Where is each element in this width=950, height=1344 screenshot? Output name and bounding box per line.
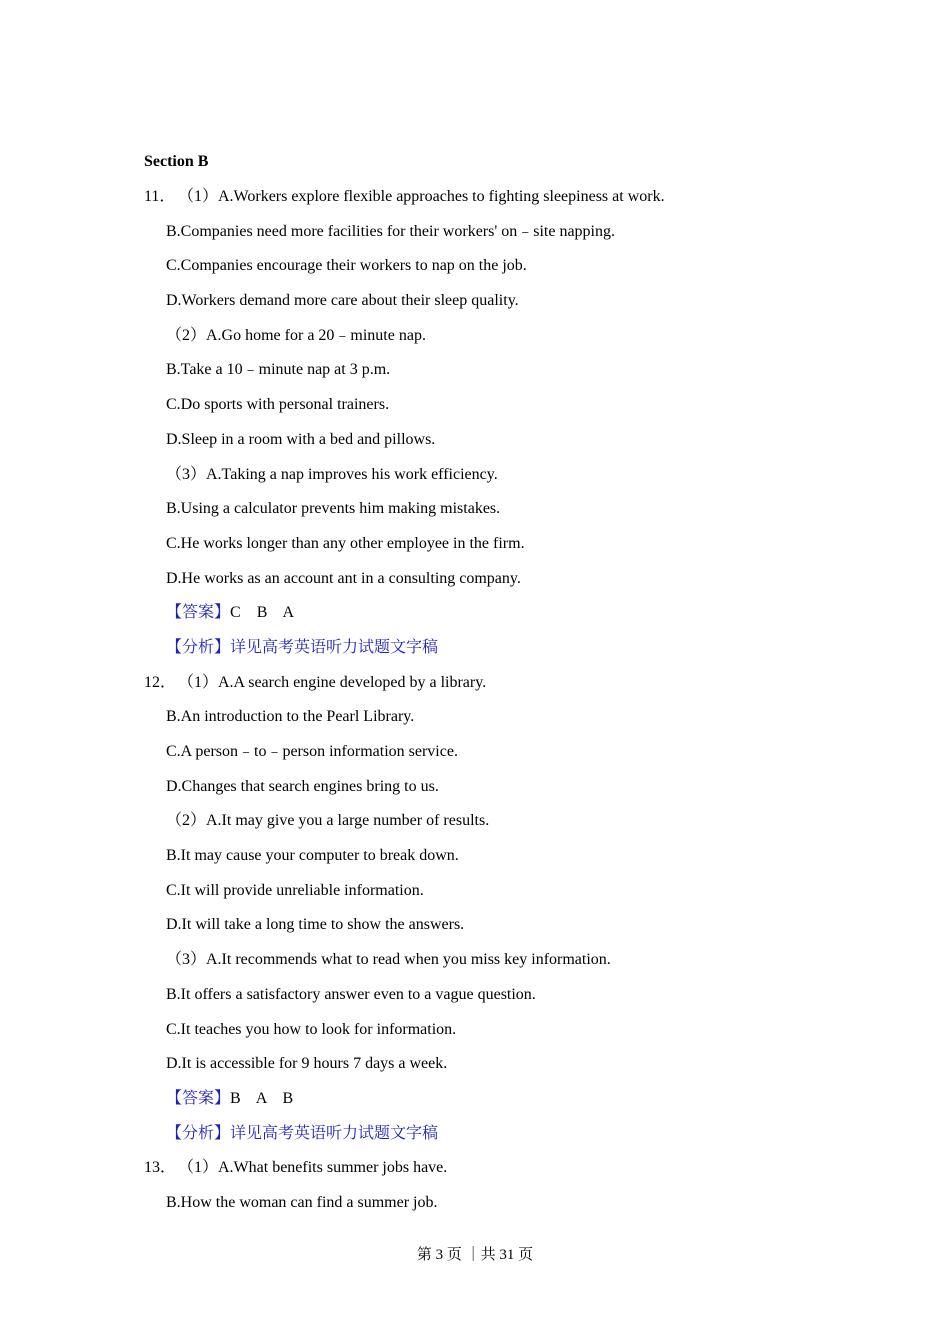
q12-number: 12．	[144, 673, 177, 691]
answer-value: B A B	[230, 1089, 294, 1107]
q11-part3-option-a: （3）A.Taking a nap improves his work efficiency.	[166, 465, 498, 483]
question-list	[0, 186, 950, 1227]
q12-part1-option-d: D.Changes that search engines bring to us.	[166, 777, 439, 795]
q12-part2-option-a: （2）A.It may give you a large number of results.	[166, 812, 490, 830]
page-footer: 第 3 页 ｜共 31 页	[416, 1247, 534, 1263]
q11-part2-option-c: C.Do sports with personal trainers.	[166, 396, 390, 414]
q12-part3-option-a: （3）A.It recommends what to read when you miss key information.	[166, 951, 611, 969]
q12-answer	[0, 1088, 950, 1123]
analysis-tag: 【分析】	[166, 638, 231, 656]
q11-part3-option-c: C.He works longer than any other employee in the firm.	[166, 534, 525, 552]
q12-part1-option-c: C.A person﹣to﹣person information service.	[166, 743, 458, 760]
q12-part2-option-d: D.It will take a long time to show the answers.	[166, 916, 465, 934]
analysis-link[interactable]: 详见高考英语听力试题文字稿	[230, 638, 439, 656]
answer-tag: 【答案】	[166, 1089, 231, 1107]
q12-part3-option-d: D.It is accessible for 9 hours 7 days a week.	[166, 1055, 448, 1073]
q11-part1-option-c: C.Companies encourage their workers to nap on the job.	[166, 257, 527, 275]
q12-part1-option-a: 12． （1）A.A search engine developed by a library.	[0, 672, 950, 707]
answer-value: C B A	[230, 604, 295, 622]
q11-number: 11．	[144, 188, 176, 205]
section-title: Section B	[144, 153, 209, 170]
q12-analysis	[0, 1123, 950, 1158]
q12-part2-option-b: B.It may cause your computer to break down.	[166, 847, 459, 865]
q11-part1-option-a: 11． （1）A.Workers explore flexible approaches to fighting sleepiness at work.	[0, 186, 950, 221]
q11-part3-option-b: B.Using a calculator prevents him making mistakes.	[166, 500, 501, 518]
q12-part3-option-b: B.It offers a satisfactory answer even to a vague question.	[166, 985, 536, 1003]
q12-part3-option-c: C.It teaches you how to look for information.	[166, 1020, 457, 1038]
q11-part1-option-d: D.Workers demand more care about their sleep quality.	[166, 292, 519, 310]
q11-part2-option-b: B.Take a 10﹣minute nap at 3 p.m.	[166, 361, 391, 379]
q11-answer	[0, 602, 950, 637]
q11-part1-option-b: B.Companies need more facilities for their workers' on﹣site napping.	[166, 222, 615, 240]
analysis-tag: 【分析】	[166, 1124, 231, 1142]
q11-part2-option-a: （2）A.Go home for a 20﹣minute nap.	[166, 326, 426, 344]
q13-number: 13．	[144, 1159, 177, 1177]
q12-part2-option-c: C.It will provide unreliable information.	[166, 881, 424, 899]
q13-part1-option-a: 13． （1）A.What benefits summer jobs have.	[0, 1157, 950, 1192]
analysis-link[interactable]: 详见高考英语听力试题文字稿	[230, 1124, 439, 1142]
q11-part2-option-d: D.Sleep in a room with a bed and pillows.	[166, 430, 436, 448]
q13-part1-option-b: B.How the woman can find a summer job.	[166, 1193, 438, 1211]
q12-part1-option-b: B.An introduction to the Pearl Library.	[166, 708, 415, 726]
q11-part3-option-d: D.He works as an account ant in a consulting company.	[166, 569, 521, 587]
q11-analysis	[0, 637, 950, 672]
answer-tag: 【答案】	[166, 604, 231, 622]
